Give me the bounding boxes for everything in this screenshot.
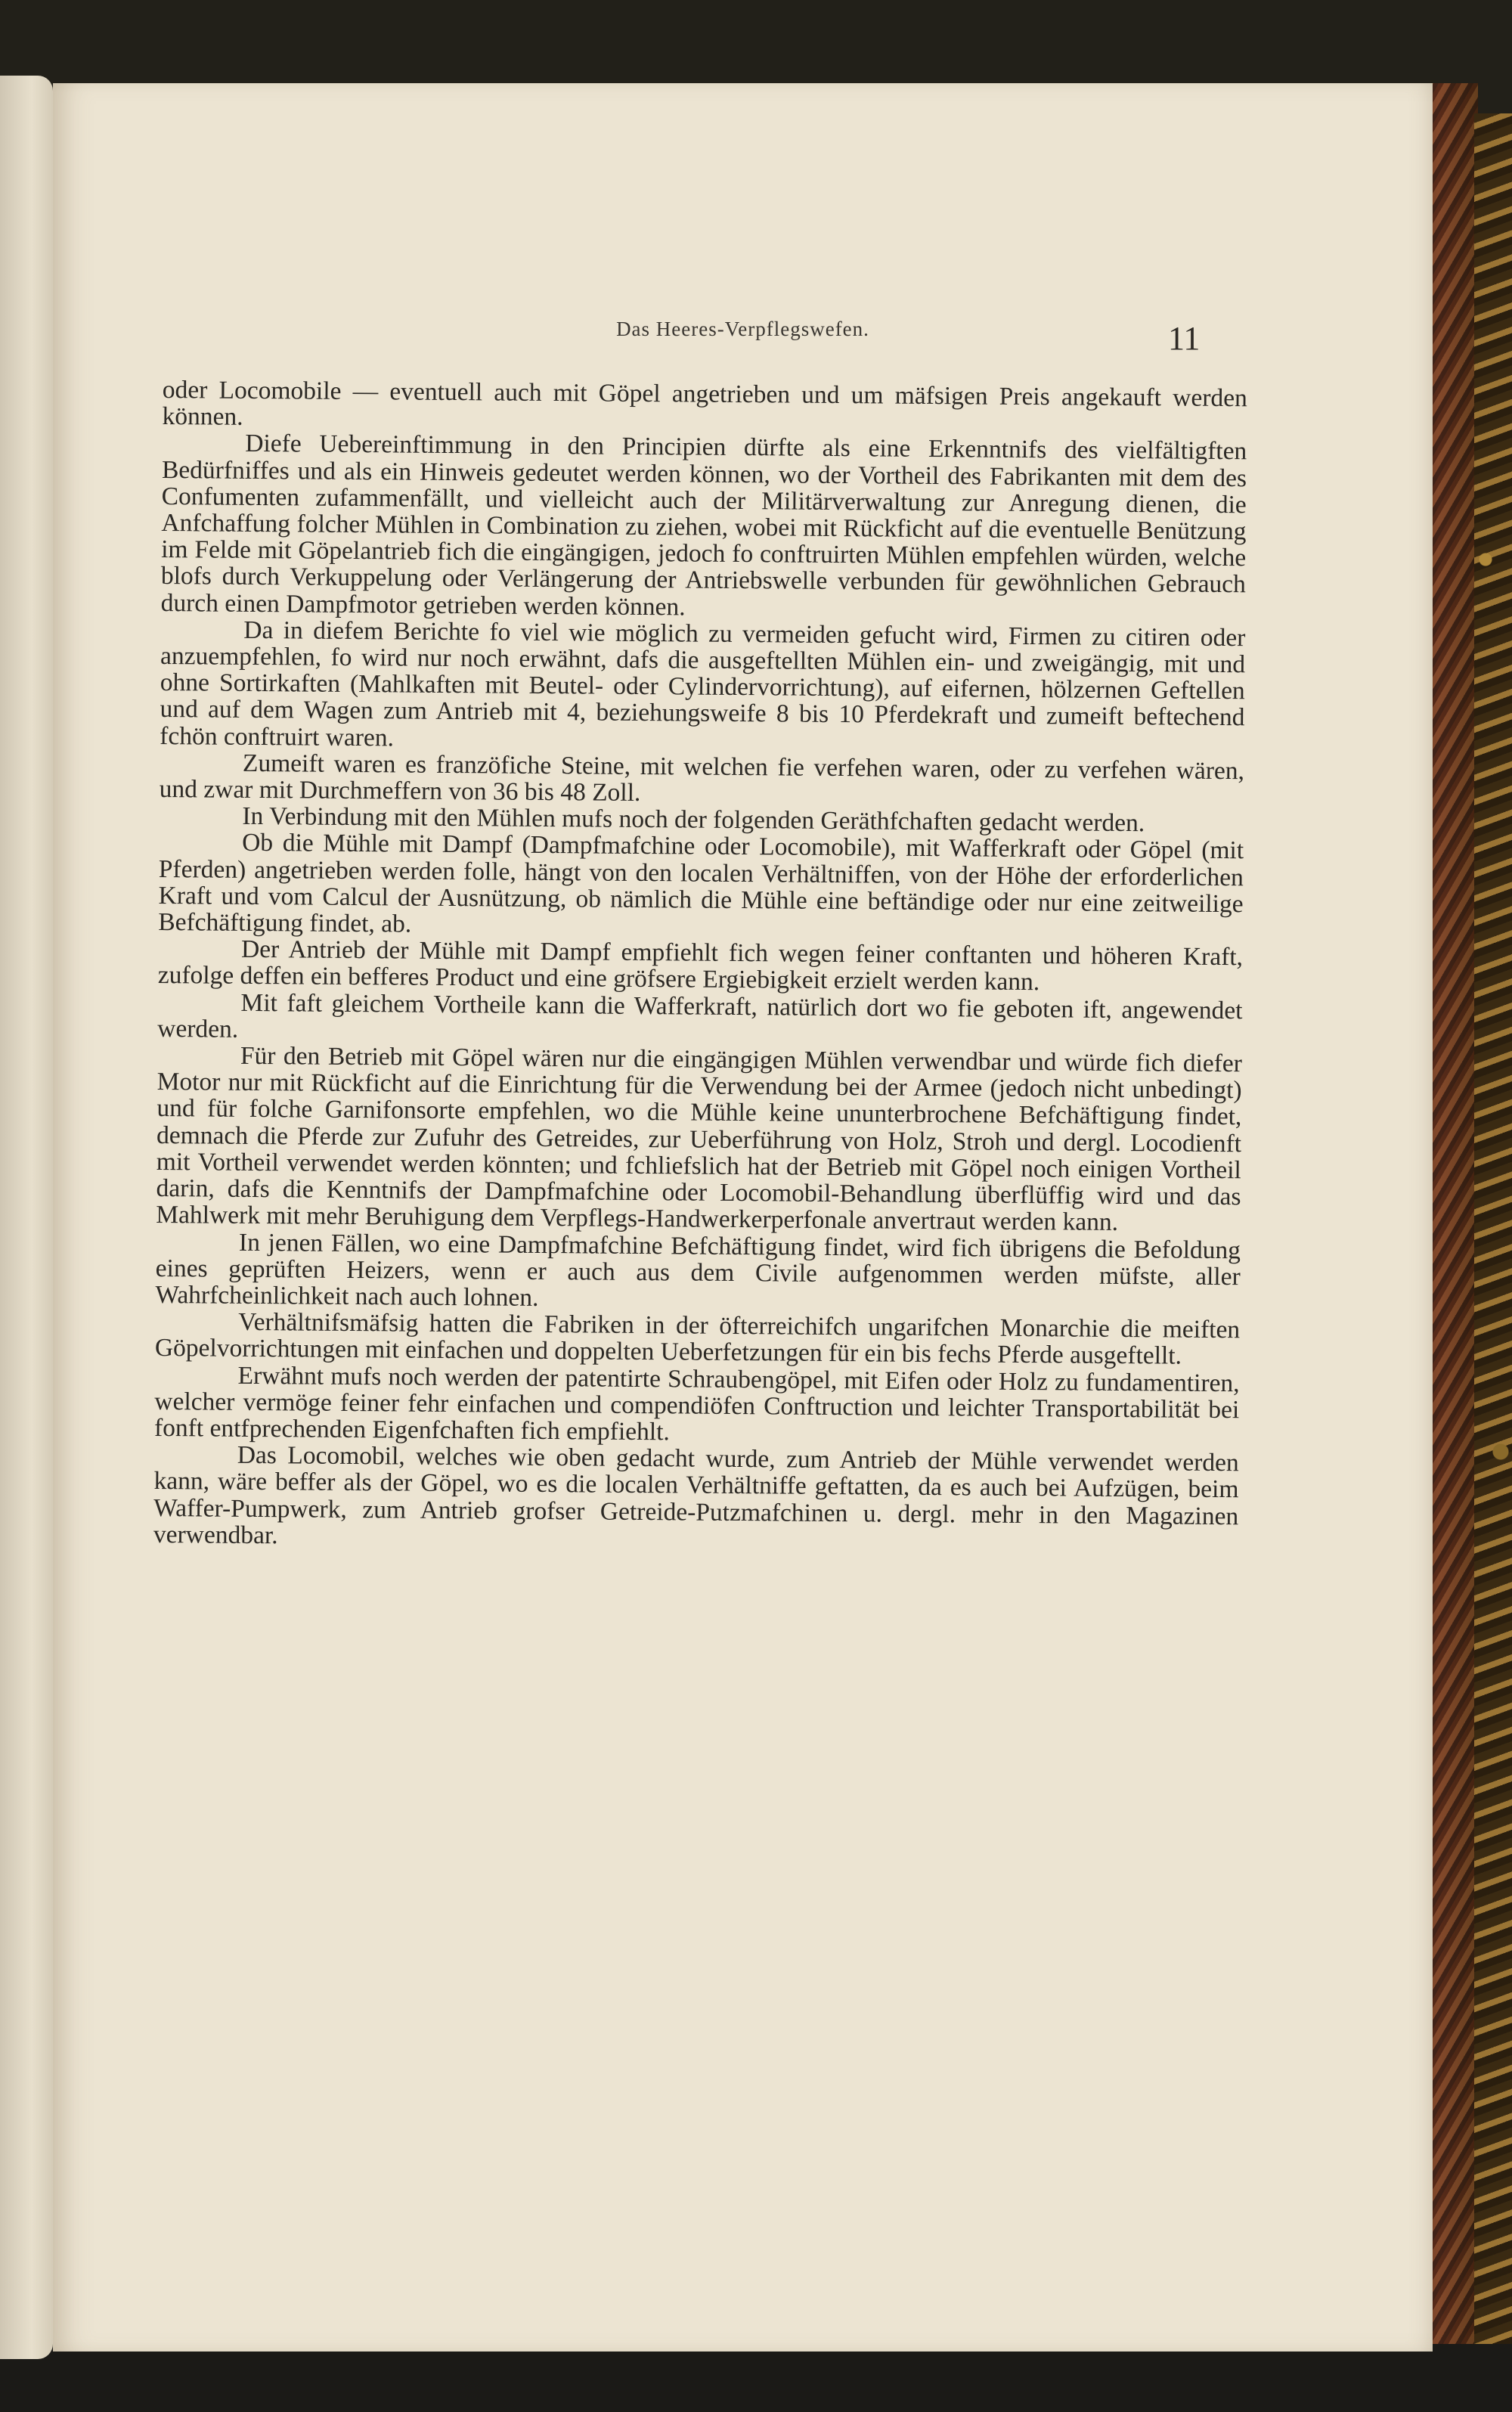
- paragraph: Mit faft gleichem Vortheile kann die Wafferkraft, natürlich dort wo fie geboten ift, angewendet werden.: [157, 988, 1243, 1043]
- paragraph: Da in diefem Berichte fo viel wie möglich zu vermeiden gefucht wird, Firmen zu citiren oder anzuempfehlen, fo wird nur noch erwähnt, dafs die ausgeftellten Mühlen ein- und zweigängig, mit und ohne Sortirkaften (Mahlkaften mit Beutel- oder Cylindervorrichtung), auf eifernen, hölzernen Geftellen und auf dem Wagen zum Antrieb mit 4, beziehungsweife 8 bis 10 Pferdekraft und zumeift beftechend fchön conftruirt waren.: [160, 615, 1246, 752]
- paragraph: Zumeift waren es franzöfiche Steine, mit welchen fie verfehen waren, oder zu verfehen wären, und zwar mit Durchmeffern von 36 bis 48 Zoll.: [159, 749, 1245, 808]
- paragraph: Erwähnt mufs noch werden der patentirte Schraubengöpel, mit Eifen oder Holz zu fundamentiren, welcher vermöge feiner fehr einfachen und compendiöfen Conftruction und leichter Transportabilität bei fonft entfprechenden Eigenfchaften fich empfiehlt.: [153, 1361, 1240, 1446]
- body-text: [153, 377, 1247, 1556]
- paragraph: Für den Betrieb mit Göpel wären nur die eingängigen Mühlen verwendbar und würde fich diefer Motor nur mit Rückficht auf die Einrichtung für die Verwendung bei der Armee (jedoch nicht unbedingt) und für folche Garnifonsorte empfehlen, wo die Mühle keine ununterbrochene Befchäftigung findet, demnach die Pferde zur Zufuhr des Getreides, zur Ueberführung von Holz, Stroh und dergl. Locodienft mit Vortheil verwendet werden könnten; und fchliefslich hat der Betrieb mit Göpel noch einigen Vortheil darin, dafs die Kenntnifs der Dampfmafchine oder Locomobil-Behandlung überflüffig wird und das Mahlwerk mit mehr Beruhigung dem Verpflegs-Handwerkerperfonale anvertraut werden kann.: [156, 1041, 1243, 1237]
- paragraph: Der Antrieb der Mühle mit Dampf empfiehlt fich wegen feiner conftanten und höheren Kraft, zufolge deffen ein befferes Product und eine gröfsere Ergiebigkeit erzielt werden kann.: [157, 935, 1244, 997]
- paragraph: Verhältnifsmäfsig hatten die Fabriken in der öfterreichifch ungarifchen Monarchie die meiften Göpelvorrichtungen mit einfachen und doppelten Ueberfetzungen für ein bis fechs Pferde ausgeftellt.: [154, 1307, 1241, 1370]
- page-number: 11: [1168, 320, 1201, 357]
- paragraph: Diefe Uebereinftimmung in den Principien dürfte als eine Erkenntnifs des vielfältigften Bedürfniffes und als ein Hinweis gedeutet werden können, wo der Vortheil des Fabrikanten mit dem des Confumenten zufammenfällt, und vielleicht auch der Militärverwaltung zur Anregung dienen, die Anfchaffung folcher Mühlen in Combination zu ziehen, wobei mit Rückficht auf die eventuelle Benützung im Felde mit Göpelantrieb fich die eingängigen, jedoch fo conftruirten Mühlen empfehlen würden, welche blofs durch Verkuppelung oder Verlängerung der Antriebswelle verbunden für gewöhnlichen Gebrauch durch einen Dampfmotor getrieben werden können.: [160, 429, 1247, 622]
- marbled-endpaper: [1474, 113, 1512, 2344]
- paragraph: oder Locomobile — eventuell auch mit Göpel angetrieben und um mäfsigen Preis angekauft werden können.: [162, 376, 1247, 432]
- facing-page-edge: [0, 76, 53, 2359]
- paragraph: In jenen Fällen, wo eine Dampfmafchine Befchäftigung findet, wird fich übrigens die Befoldung eines geprüften Heizers, wenn er auch aus dem Civile aufgenommen werden müfste, aller Wahrfcheinlichkeit nach auch lohnen.: [155, 1228, 1241, 1312]
- book-page: [53, 83, 1433, 2352]
- paragraph: Ob die Mühle mit Dampf (Dampfmafchine oder Locomobile), mit Wafferkraft oder Göpel (mit Pferden) angetrieben werden folle, hängt von den localen Verhältniffen, von der Höhe der erforderlichen Kraft und vom Calcul der Ausnützung, ob nämlich die Mühle eine beftändige oder nur eine zeitweilige Befchäftigung findet, ab.: [158, 829, 1244, 938]
- paragraph: In Verbindung mit den Mühlen mufs noch der folgenden Geräthfchaften gedacht werden.: [242, 802, 1145, 838]
- running-head: Das Heeres-Verpflegswefen.: [616, 318, 869, 340]
- paragraph: Das Locomobil, welches wie oben gedacht wurde, zum Antrieb der Mühle verwendet werden kann, wäre beffer als der Göpel, wo es die localen Verhältniffe geftatten, da es auch bei Aufzügen, beim Waffer-Pumpwerk, zum Antrieb grofser Getreide-Putzmafchinen u. dergl. mehr in den Magazinen verwendbar.: [153, 1440, 1239, 1549]
